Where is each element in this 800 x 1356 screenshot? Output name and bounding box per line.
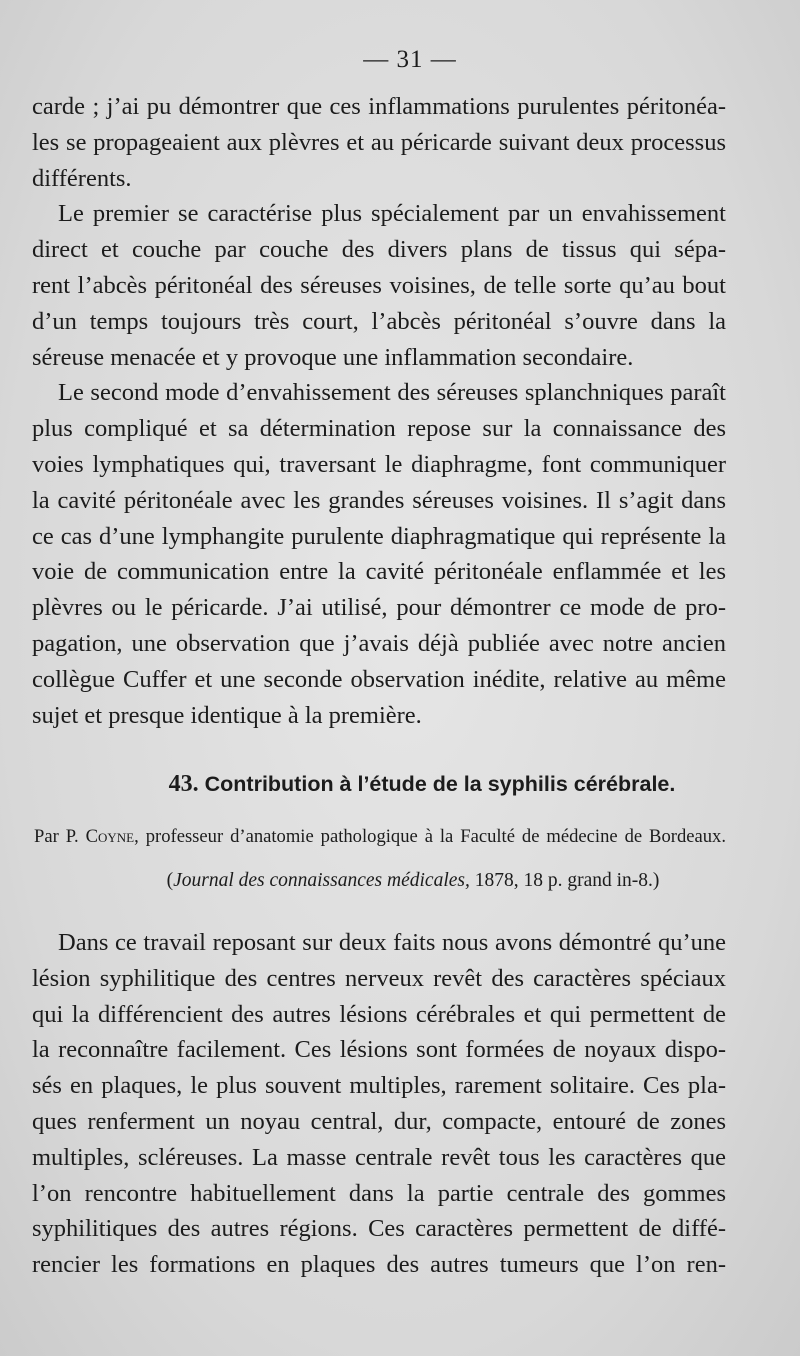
page-number: — 31 — — [363, 46, 457, 73]
text-line: lésion syphilitique des centres nerveux revêt des caractères spéciaux — [32, 964, 726, 992]
text-line: les se propageaient aux plèvres et au péricarde suivant deux processus — [32, 128, 726, 156]
text-line: d’un temps toujours très court, l’abcès péritonéal s’ouvre dans la — [32, 307, 726, 335]
text-line: qui la différencient des autres lésions cérébrales et qui permettent de — [32, 1000, 726, 1028]
text-line: Dans ce travail reposant sur deux faits nous avons démontré qu’une — [58, 929, 726, 956]
author-name: Coyne — [85, 826, 135, 847]
text-line: pagation, une observation que j’avais déjà publiée avec notre ancien — [32, 629, 726, 657]
section-title: Contribution à l’étude de la syphilis cérébrale. — [204, 772, 676, 796]
text-line: collègue Cuffer et une seconde observation inédite, relative au même — [32, 665, 726, 693]
section-heading — [0, 771, 800, 798]
text-line: sés en plaques, le plus souvent multiples, rarement solitaire. Ces pla- — [32, 1072, 726, 1100]
text-line: l’on rencontre habituellement dans la partie centrale des gommes — [32, 1179, 726, 1207]
text-line: Le premier se caractérise plus spécialement par un envahissement — [58, 200, 726, 228]
text-line: direct et couche par couche des divers plans de tissus qui sépa- — [32, 236, 726, 264]
text-line: multiples, scléreuses. La masse centrale revêt tous les caractères que — [32, 1143, 726, 1171]
text-line: la reconnaître facilement. Ces lésions sont formées de noyaux dispo- — [32, 1036, 726, 1064]
text-line: carde ; j’ai pu démontrer que ces inflammations purulentes péritonéa- — [32, 93, 726, 120]
byline-prefix: Par P. — [34, 826, 79, 847]
text-line: Le second mode d’envahissement des séreuses splanchniques paraît — [58, 379, 726, 407]
section-number: 43. — [168, 771, 199, 797]
text-line: plèvres ou le péricarde. J’ai utilisé, pour démontrer ce mode de pro- — [32, 594, 726, 622]
journal-name: Journal des connaissances médicales, — [173, 870, 470, 891]
text-line: sujet et presque identique à la première. — [32, 701, 422, 729]
text-line: voie de communication entre la cavité péritonéale enflammée et les — [32, 558, 726, 586]
text-line: ques renferment un noyau central, dur, compacte, entouré de zones — [32, 1107, 726, 1135]
citation-details: 1878, 18 p. grand in-8.) — [469, 870, 660, 891]
byline-affiliation: , professeur d’anatomie pathologique à la Faculté de médecine de Bordeaux. — [134, 826, 726, 847]
author-byline — [34, 826, 726, 848]
text-line: rent l’abcès péritonéal des séreuses voisines, de telle sorte qu’au bout — [32, 271, 726, 299]
text-line: plus compliqué et sa détermination repose sur la connaissance des — [32, 415, 726, 443]
body-text-top — [32, 89, 726, 733]
text-line: séreuse menacée et y provoque une inflammation secondaire. — [32, 343, 634, 371]
text-line: différents. — [32, 164, 132, 192]
text-line: rencier les formations en plaques des autres tumeurs que l’on ren- — [32, 1251, 726, 1279]
text-line: ce cas d’une lymphangite purulente diaphragmatique qui représente la — [32, 522, 726, 550]
citation-open: ( — [166, 870, 174, 891]
text-line: voies lymphatiques qui, traversant le diaphragme, font communiquer — [32, 450, 726, 478]
body-text-bottom — [32, 925, 726, 1283]
text-line: syphilitiques des autres régions. Ces caractères permettent de diffé- — [32, 1215, 726, 1243]
text-line: la cavité péritonéale avec les grandes séreuses voisines. Il s’agit dans — [32, 486, 726, 514]
citation — [0, 870, 800, 892]
